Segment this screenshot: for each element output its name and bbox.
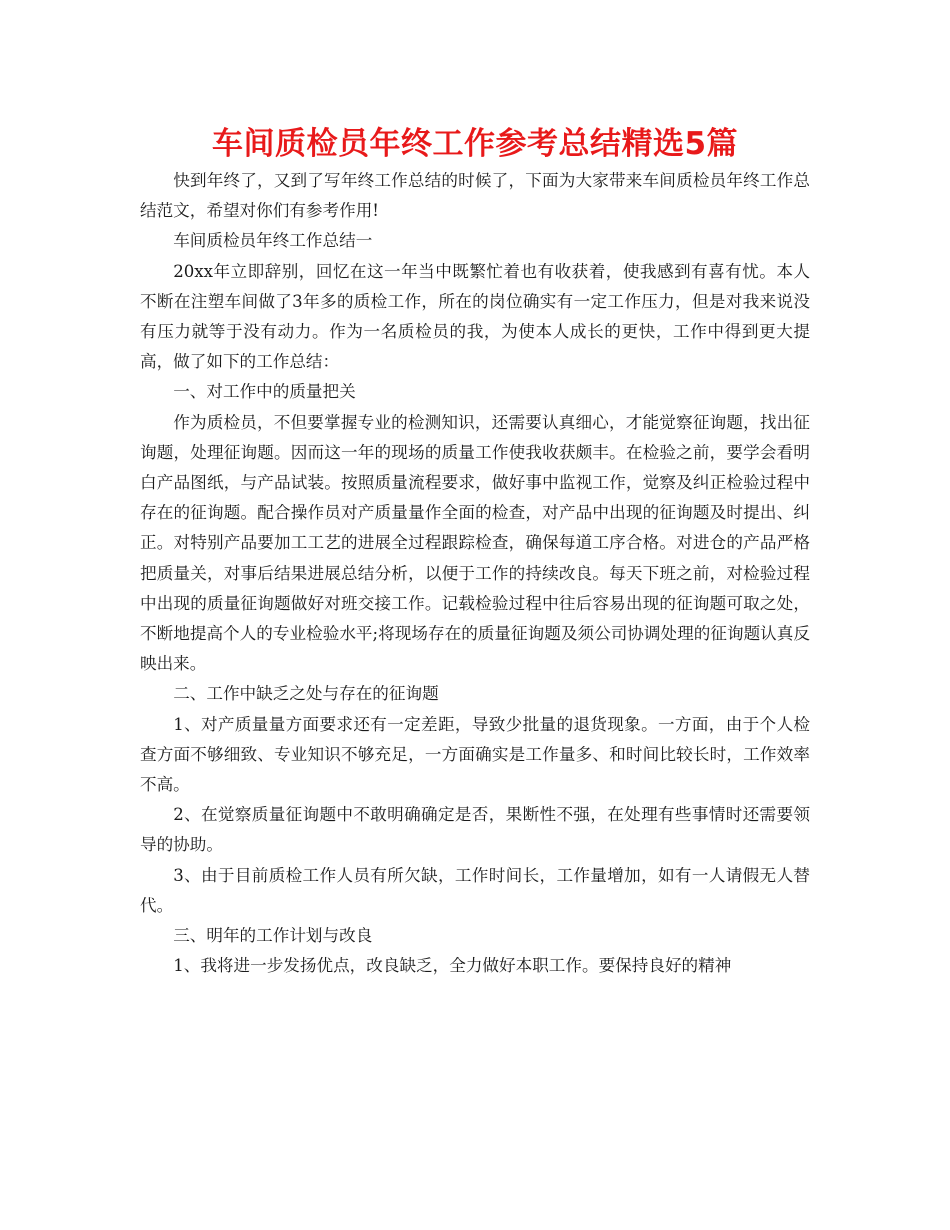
section-heading-shortcomings: 二、工作中缺乏之处与存在的征询题: [173, 684, 439, 704]
paragraph-shortcoming-3: 3、由于目前质检工作人员有所欠缺，工作时间长，工作量增加，如有一人请假无人替代。: [140, 865, 810, 915]
section-heading-summary-one: 车间质检员年终工作总结一: [173, 231, 373, 251]
paragraph-plan-1: 1、我将进一步发扬优点，改良缺乏，全力做好本职工作。要保持良好的精神: [173, 956, 732, 976]
document-title: 车间质检员年终工作参考总结精选5篇: [211, 126, 739, 162]
paragraph-shortcoming-2: 2、在觉察质量征询题中不敢明确确定是否，果断性不强，在处理有些事情时还需要领导的协助。: [140, 805, 810, 855]
paragraph-overview: 20xx年立即辞别，回忆在这一年当中既繁忙着也有收获着，使我感到有喜有忧。本人不断在注塑车间做了3年多的质检工作，所在的岗位确实有一定工作压力，但是对我来说没有压力就等于没有动力。作为一名质检员的我，为使本人成长的更快，工作中得到更大提高，做了如下的工作总结：: [140, 261, 810, 372]
paragraph-shortcoming-1: 1、对产质量量方面要求还有一定差距，导致少批量的退货现象。一方面，由于个人检查方面不够细致、专业知识不够充足，一方面确实是工作量多、和时间比较长时，工作效率不高。: [140, 714, 810, 795]
paragraph-quality-control: 作为质检员，不但要掌握专业的检测知识，还需要认真细心，才能觉察征询题，找出征询题，处理征询题。因而这一年的现场的质量工作使我收获颇丰。在检验之前，要学会看明白产品图纸，与产品试装。按照质量流程要求，做好事中监视工作，觉察及纠正检验过程中存在的征询题。配合操作员对产质量量作全面的检查，对产品中出现的征询题及时提出、纠正。对特别产品要加工工艺的进展全过程跟踪检查，确保每道工序合格。对进仓的产品严格把质量关，对事后结果进展总结分析，以便于工作的持续改良。每天下班之前，对检验过程中出现的质量征询题做好对班交接工作。记载检验过程中往后容易出现的征询题可取之处，不断地提高个人的专业检验水平;将现场存在的质量征询题及须公司协调处理的征询题认真反映出来。: [140, 412, 810, 674]
paragraph-intro: 快到年终了，又到了写年终工作总结的时候了，下面为大家带来车间质检员年终工作总结范文，希望对你们有参考作用!: [140, 171, 810, 221]
section-heading-next-year-plan: 三、明年的工作计划与改良: [173, 926, 373, 946]
section-heading-quality-control: 一、对工作中的质量把关: [173, 382, 356, 402]
document-body: [140, 166, 810, 981]
